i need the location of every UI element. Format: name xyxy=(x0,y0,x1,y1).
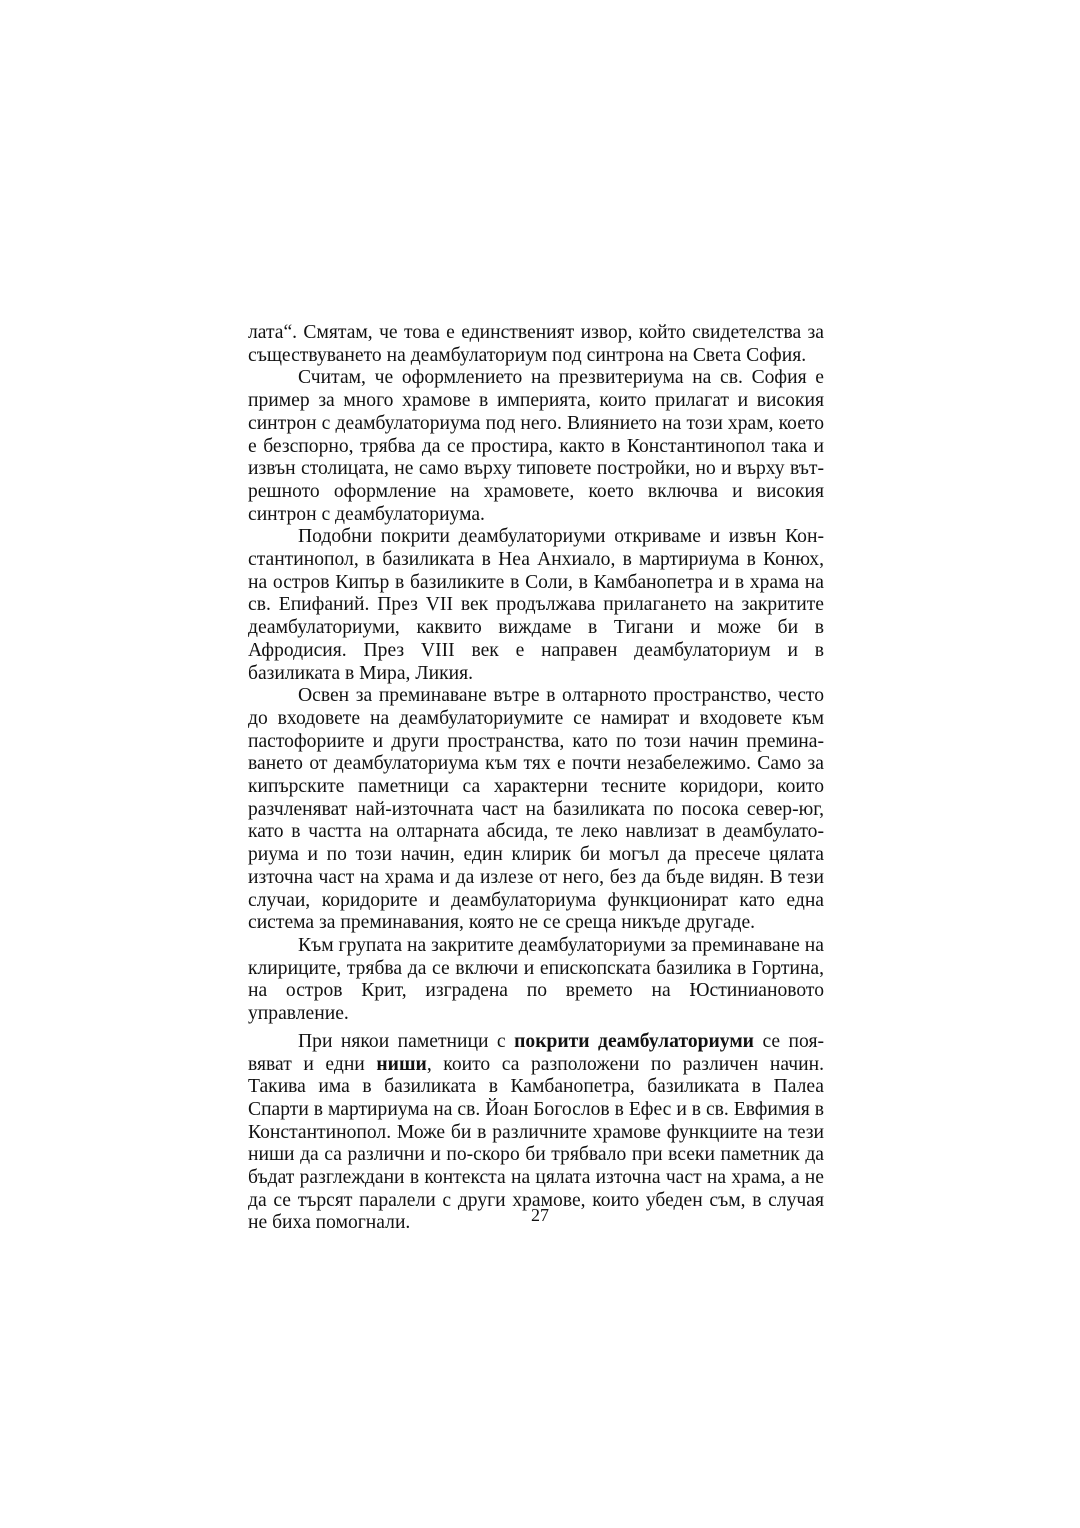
paragraph-6-run-5: , които са разположени по различен начин. Такива има в базиликата в Камбанопетра, базиликата в Палеа Спарти в мартириума на св. Йоан Богослов в Ефес и в св. Евфимия в Константинопол. Може би в различните храмове функциите на тези ниши да са различни и по-скоро би трябвало при всеки паметник да бъдат разглеждани в контекста на цялата източна част на храма, а не да се търсят паралели с други храмове, които убеден съм, в случая не биха помогнали. xyxy=(248,1053,825,1234)
bold-term-niches: ниши xyxy=(376,1053,427,1075)
paragraph-2: Считам, че оформлението на презвитериума на св. София е пример за много храмове в империята, които прилагат и високия синтрон с деамбулаториума под него. Влиянието на този храм, което е безспорно, трябва да се простира, както в Константинопол така и извън столицата, не само върху типовете постройки, но и върху вътрешното оформление на храмовете, което включва и високия синтрон с деамбулаториума. xyxy=(248,367,824,525)
paragraph-5: Към групата на закритите деамбулаториуми за преминаване на клириците, трябва да се включи и епископската базилика в Гортина, на остров Крит, изградена по времето на Юстиниановото управление. xyxy=(248,934,824,1025)
page-number: 27 xyxy=(531,1205,549,1225)
paragraph-6-run-1: При някои паметници с xyxy=(298,1030,515,1052)
paragraph-1: лата“. Смятам, че това е единственият извор, който свидетелства за съществуването на деамбулаториум под синтрона на Света София. xyxy=(248,322,824,366)
paragraph-6-run-3: се появяват и едни xyxy=(248,1030,825,1075)
paragraph-3: Подобни покрити деамбулаториуми откриваме и извън Константинопол, в базиликата в Неа Анхиало, в мартириума в Конюх, на остров Кипър в базиликите в Соли, в Камбанопетра и в храма на св. Епифаний. През VII век продължава прилагането на закритите деамбулаториуми, каквито виждаме в Тигани и може би в Афродисия. През VIII век е направен деамбулаториум и в базиликата в Мира, Ликия. xyxy=(248,526,824,684)
paragraph-4: Освен за преминаване вътре в олтарното пространство, често до входовете на деамбулаториумите се намират и входовете към пастофориите и други пространства, като по този начин преминаването от деамбулаториума към тях е почти незабележимо. Само за кипърските паметници са характерни тесните коридори, които разчленяват най-източната част на базиликата по посока север-юг, като в частта на олтарната абсида, те леко навлизат в деамбулаториума и по този начин, един клирик би могъл да пресече цялата източна част на храма и да излезе от него, без да бъде видян. В тези случаи, коридорите и деамбулаториума функционират като една система за преминавания, която не се среща никъде другаде. xyxy=(248,685,824,934)
body-text xyxy=(248,322,824,1235)
bold-term-covered-ambulatories: покрити деамбулаториуми xyxy=(514,1030,754,1052)
